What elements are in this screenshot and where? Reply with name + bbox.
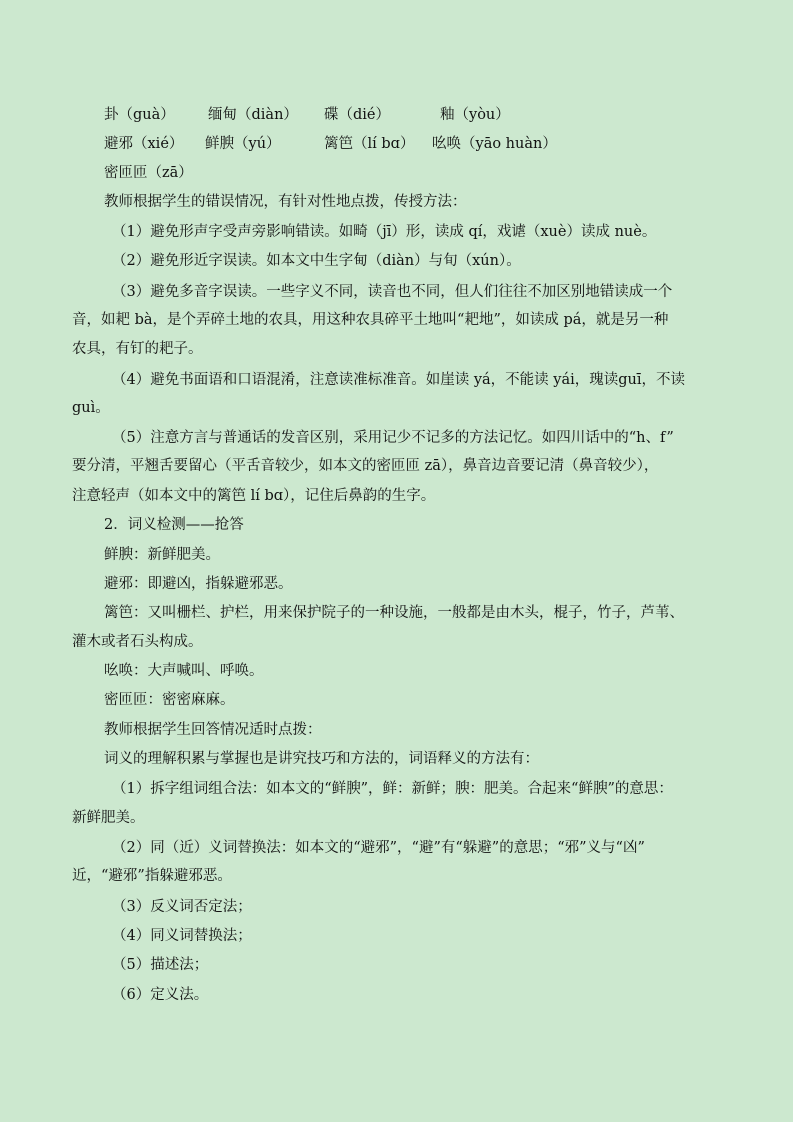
text-line: 密匝匝（zā）: [104, 165, 193, 181]
text-line: 音，如耙 bà，是个弄碎土地的农具，用这种农具碎平土地叫“耙地”，如读成 pá，就是另一种: [72, 312, 669, 328]
text-line: （2）同（近）义词替换法：如本文的“避邪”，“避”有“躲避”的意思；“邪”义与“凶”: [112, 840, 645, 856]
text-line: （3）反义词否定法；: [112, 899, 252, 915]
text-line: 吆唤：大声喊叫、呼唤。: [104, 663, 264, 679]
text-line: guì。: [72, 400, 110, 416]
pronunciation-item: 吆唤（yāo huàn）: [432, 136, 557, 152]
text-line: 农具，有钉的耙子。: [72, 341, 203, 357]
text-line: 注意轻声（如本文中的篱笆 lí bɑ），记住后鼻韵的生字。: [72, 488, 436, 504]
text-line: （2）避免形近字误读。如本文中生字甸（diàn）与旬（xún）。: [112, 253, 521, 269]
text-line: 避邪：即避凶，指躲避邪恶。: [104, 576, 293, 592]
pronunciation-item: 卦（guà）: [104, 107, 175, 123]
section-heading: 2．词义检测——抢答: [104, 517, 244, 533]
text-line: （4）避免书面语和口语混淆，注意读准标准音。如崖读 yá，不能读 yái，瑰读guī，不读: [112, 372, 686, 388]
pronunciation-item: 缅甸（diàn）: [208, 107, 298, 123]
pronunciation-item: 釉（yòu）: [440, 107, 510, 123]
text-line: （4）同义词替换法；: [112, 928, 252, 944]
text-line: （6）定义法。: [112, 987, 209, 1003]
pronunciation-item: 碟（dié）: [324, 107, 391, 123]
text-line: （5）注意方言与普通话的发音区别，采用记少不记多的方法记忆。如四川话中的“h、f”: [112, 430, 674, 446]
text-line: 教师根据学生的错误情况，有针对性地点拨，传授方法：: [104, 194, 467, 210]
pronunciation-item: 避邪（xié）: [104, 136, 184, 152]
pronunciation-item: 鲜腴（yú）: [205, 136, 281, 152]
text-line: 近，“避邪”指躲避邪恶。: [72, 868, 232, 884]
pronunciation-item: 篱笆（lí bɑ）: [324, 136, 415, 152]
text-line: （1）避免形声字受声旁影响错读。如畸（jī）形，读成 qí，戏谑（xuè）读成 nuè。: [112, 224, 657, 240]
text-line: （5）描述法；: [112, 957, 209, 973]
text-line: 要分清，平翘舌要留心（平舌音较少，如本文的密匝匝 zā），鼻音边音要记清（鼻音较少），: [72, 458, 659, 474]
text-line: 教师根据学生回答情况适时点拨：: [104, 722, 322, 738]
text-line: （1）拆字组词组合法：如本文的“鲜腴”，鲜：新鲜；腴：肥美。合起来“鲜腴”的意思：: [112, 781, 673, 797]
text-line: 新鲜肥美。: [72, 810, 145, 826]
text-line: 词义的理解积累与掌握也是讲究技巧和方法的，词语释义的方法有：: [104, 751, 539, 767]
text-line: 鲜腴：新鲜肥美。: [104, 547, 220, 563]
text-line: 密匝匝：密密麻麻。: [104, 692, 235, 708]
text-line: （3）避免多音字误读。一些字义不同，读音也不同，但人们往往不加区别地错读成一个: [112, 284, 673, 300]
text-line: 篱笆：又叫栅栏、护栏，用来保护院子的一种设施，一般都是由木头，棍子，竹子，芦苇、: [104, 605, 684, 621]
text-line: 灌木或者石头构成。: [72, 634, 203, 650]
